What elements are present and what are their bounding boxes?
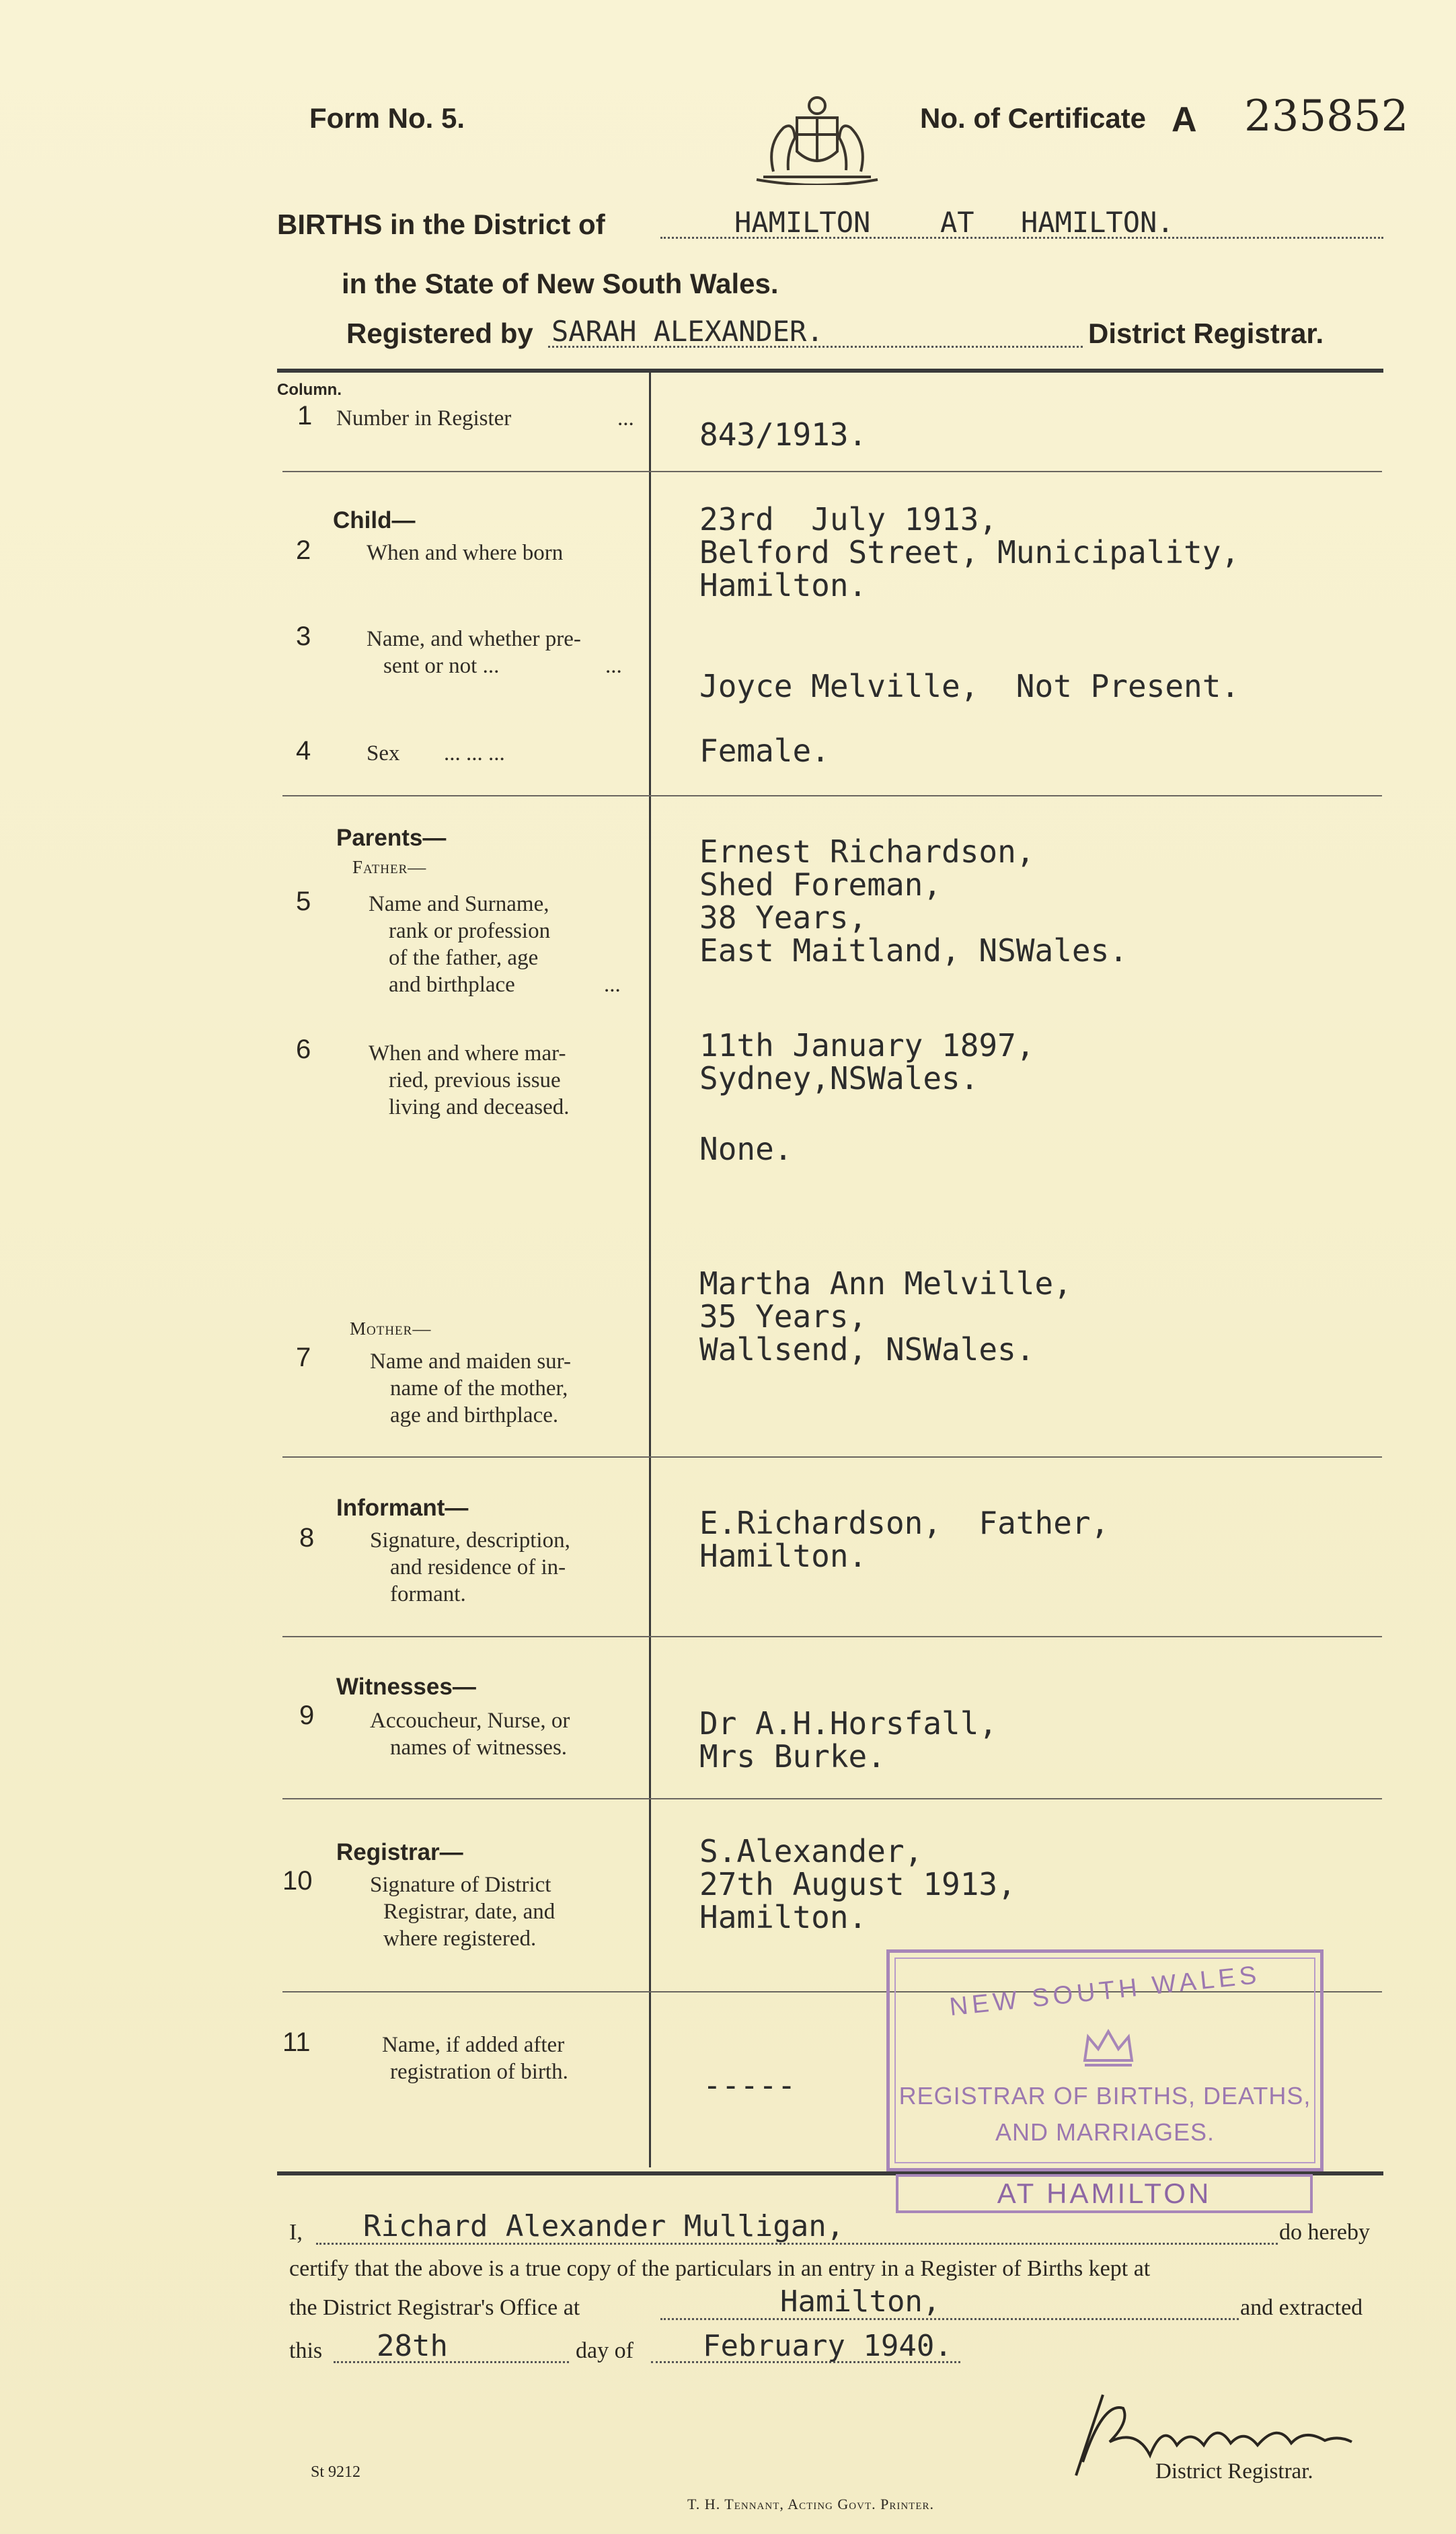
row-rule bbox=[282, 471, 1382, 472]
column-7-label-line3: age and birthplace. bbox=[390, 1403, 559, 1427]
column-8-label-line1: Signature, description, bbox=[370, 1528, 570, 1553]
column-5-label-line3: of the father, age bbox=[389, 946, 539, 970]
column-2-value: 23rd July 1913, Belford Street, Municipality, Hamilton. bbox=[699, 501, 1240, 603]
column-10-number: 10 bbox=[282, 1866, 313, 1896]
child-heading: Child— bbox=[333, 507, 416, 533]
witnesses-heading: Witnesses— bbox=[336, 1674, 476, 1700]
column-5-value: Ernest Richardson, Shed Foreman, 38 Years, East Maitland, NSWales. bbox=[699, 833, 1128, 969]
column-9-label-line1: Accoucheur, Nurse, or bbox=[370, 1709, 570, 1733]
certificate-number: 235852 bbox=[1244, 91, 1409, 141]
column-4-dots: ... ... ... bbox=[444, 741, 505, 766]
extracted-text: and extracted bbox=[1240, 2295, 1363, 2320]
registrar-heading: Registrar— bbox=[336, 1839, 463, 1865]
row-rule bbox=[282, 1798, 1382, 1799]
column-2-number: 2 bbox=[296, 535, 311, 565]
informant-heading: Informant— bbox=[336, 1495, 469, 1521]
stamp-line-2: REGISTRAR OF BIRTHS, DEATHS, bbox=[898, 2082, 1311, 2110]
column-5-label-line2: rank or profession bbox=[389, 919, 551, 943]
extract-month-year: February 1940. bbox=[703, 2329, 952, 2363]
row-rule bbox=[282, 1636, 1382, 1637]
column-1-label: Number in Register bbox=[336, 406, 512, 431]
column-8-number: 8 bbox=[299, 1523, 315, 1553]
office-dotted-line bbox=[660, 2318, 1239, 2320]
district-value: HAMILTON bbox=[734, 206, 871, 239]
column-11-label-line2: registration of birth. bbox=[390, 2060, 568, 2084]
row-rule bbox=[282, 1456, 1382, 1458]
column-7-number: 7 bbox=[296, 1343, 311, 1372]
column-3-label-line1: Name, and whether pre- bbox=[367, 627, 581, 651]
column-8-value: E.Richardson, Father, Hamilton. bbox=[699, 1505, 1110, 1574]
column-1-number: 1 bbox=[297, 401, 313, 431]
certify-i-label: I, bbox=[289, 2220, 303, 2245]
column-6-number: 6 bbox=[296, 1035, 311, 1064]
column-7-value: Martha Ann Melville, 35 Years, Wallsend, NSWales. bbox=[699, 1265, 1072, 1368]
office-label: the District Registrar's Office at bbox=[289, 2295, 580, 2320]
column-4-label: Sex bbox=[367, 741, 400, 766]
column-6-label-line3: living and deceased. bbox=[389, 1095, 570, 1119]
district-registrar-footer: District Registrar. bbox=[1155, 2459, 1313, 2484]
column-divider bbox=[649, 371, 651, 2167]
father-heading: Father— bbox=[352, 857, 427, 877]
column-5-label-line1: Name and Surname, bbox=[369, 892, 549, 916]
column-3-dots: ... bbox=[605, 654, 622, 678]
do-hereby-text: do hereby bbox=[1279, 2220, 1371, 2245]
coat-of-arms-crest bbox=[746, 91, 888, 185]
parents-heading: Parents— bbox=[336, 825, 447, 851]
column-8-label-line3: formant. bbox=[390, 1582, 466, 1606]
day-of-label: day of bbox=[576, 2338, 634, 2363]
column-3-number: 3 bbox=[296, 622, 311, 651]
extract-day: 28th bbox=[377, 2329, 448, 2363]
column-2-label: When and where born bbox=[367, 541, 564, 565]
column-1-value: 843/1913. bbox=[699, 416, 868, 453]
column-8-label-line2: and residence of in- bbox=[390, 1555, 566, 1579]
column-6-value: 11th January 1897, Sydney,NSWales. bbox=[699, 1027, 1035, 1096]
form-code: St 9212 bbox=[311, 2463, 361, 2481]
column-1-dots: ... bbox=[617, 406, 634, 431]
stamp-line-1: NEW SOUTH WALES bbox=[948, 1960, 1262, 2022]
district-place-value: HAMILTON. bbox=[1021, 206, 1174, 239]
column-7-label-line1: Name and maiden sur- bbox=[370, 1349, 571, 1374]
crown-icon bbox=[1078, 2023, 1139, 2071]
births-district-label: BIRTHS in the District of bbox=[277, 209, 605, 240]
this-label: this bbox=[289, 2338, 323, 2363]
at-label: AT bbox=[940, 206, 974, 239]
column-4-number: 4 bbox=[296, 736, 311, 766]
column-7-label-line2: name of the mother, bbox=[390, 1376, 568, 1401]
registrar-stamp bbox=[886, 1949, 1324, 2171]
svg-text:RAMulligan: RAMulligan bbox=[1332, 2410, 1366, 2417]
column-4-value: Female. bbox=[699, 733, 830, 769]
column-5-label-line4: and birthplace bbox=[389, 973, 515, 997]
day-dotted-line bbox=[334, 2361, 569, 2363]
stamp-line-3: AND MARRIAGES. bbox=[995, 2118, 1215, 2146]
printer-line: T. H. Tennant, Acting Govt. Printer. bbox=[687, 2496, 935, 2512]
district-registrar-label: District Registrar. bbox=[1088, 318, 1324, 349]
office-place: Hamilton, bbox=[780, 2284, 941, 2319]
column-10-value: S.Alexander, 27th August 1913, Hamilton. bbox=[699, 1833, 1016, 1935]
column-5-number: 5 bbox=[296, 887, 311, 916]
registered-by-label: Registered by bbox=[346, 318, 533, 349]
stamp-at-hamilton: AT HAMILTON bbox=[896, 2174, 1313, 2213]
table-top-rule bbox=[277, 369, 1383, 373]
certify-statement: certify that the above is a true copy of the particulars in an entry in a Register of Births kept at bbox=[289, 2256, 1151, 2281]
column-9-number: 9 bbox=[299, 1701, 315, 1730]
form-number: Form No. 5. bbox=[309, 102, 465, 134]
column-11-number: 11 bbox=[282, 2027, 311, 2057]
column-3-label-line2: sent or not ... bbox=[383, 654, 500, 678]
column-11-label-line1: Name, if added after bbox=[382, 2033, 565, 2057]
certifier-name: Richard Alexander Mulligan, bbox=[363, 2209, 845, 2243]
column-6-label-line1: When and where mar- bbox=[369, 1041, 566, 1066]
column-9-label-line2: names of witnesses. bbox=[390, 1736, 568, 1760]
column-6-label-line2: ried, previous issue bbox=[389, 1068, 561, 1092]
column-10-label-line2: Registrar, date, and bbox=[383, 1900, 555, 1924]
column-10-label-line1: Signature of District bbox=[370, 1873, 551, 1897]
column-10-label-line3: where registered. bbox=[383, 1927, 537, 1951]
column-3-value: Joyce Melville, Not Present. bbox=[699, 668, 1240, 704]
certificate-letter: A bbox=[1172, 100, 1197, 139]
registrar-name: SARAH ALEXANDER. bbox=[551, 315, 824, 348]
column-6-issue-value: None. bbox=[699, 1131, 793, 1167]
mother-heading: Mother— bbox=[350, 1318, 432, 1339]
certificate-number-label: No. of Certificate bbox=[920, 102, 1147, 134]
column-11-value: ----- bbox=[703, 2067, 796, 2103]
column-5-dots: ... bbox=[604, 973, 621, 997]
row-rule bbox=[282, 795, 1382, 796]
state-line: in the State of New South Wales. bbox=[342, 268, 779, 299]
column-label: Column. bbox=[277, 381, 342, 399]
column-9-value: Dr A.H.Horsfall, Mrs Burke. bbox=[699, 1705, 998, 1775]
